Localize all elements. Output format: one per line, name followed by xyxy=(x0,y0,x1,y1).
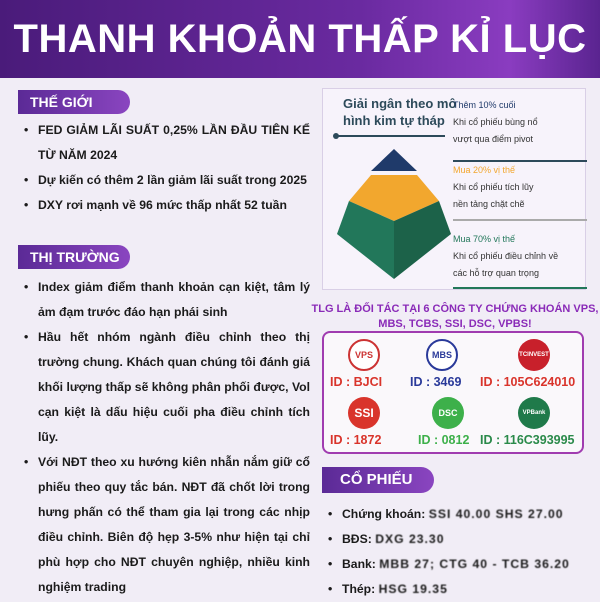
mbs-logo: MBS xyxy=(426,339,458,371)
stock-sector: BĐS: xyxy=(342,532,372,546)
section-stocks-label: CỔ PHIẾU xyxy=(322,467,434,493)
list-item: • FED GIẢM LÃI SUẤT 0,25% LẦN ĐẦU TIÊN KỂ TỪ NĂM 2024 xyxy=(22,118,310,168)
ssi-logo: SSI xyxy=(348,397,380,429)
section-world-label: THẾ GIỚI xyxy=(18,90,130,114)
list-item: • Với NĐT theo xu hướng kiên nhẫn nắm giữ cổ phiếu theo quy tắc bán. NĐT đã chốt lời trong hưng phấn có thể tham gia lại trong các nhịp điều chỉnh. Biên độ hẹp 3-5% như hiện tại chỉ phù hợp cho NĐT chuyên nghiệp, nhiều kinh nghiệm trading xyxy=(22,450,310,600)
partner-id: ID : 116C393995 xyxy=(480,433,575,447)
list-item xyxy=(326,577,586,602)
stock-value: DXG 23.30 xyxy=(375,532,445,546)
stock-sector: Chứng khoán: xyxy=(342,507,426,521)
partners-box xyxy=(322,331,584,454)
pyramid-title: Giải ngân theo mô hình kim tự tháp xyxy=(343,96,457,128)
divider-line xyxy=(453,219,587,221)
stock-sector: Bank: xyxy=(342,557,376,571)
pyramid-note-top: Thêm 10% cuối Khi cổ phiếu bùng nổ vượt qua điểm pivot xyxy=(453,100,538,144)
list-item: • Hầu hết nhóm ngành điều chỉnh theo thị trường chung. Khách quan chúng tôi đánh giá khối lượng thấp sẽ không phân phối được, Vol cạn kiệt là dấu hiệu cuối pha điều chỉnh tích lũy. xyxy=(22,325,310,450)
stocks-list xyxy=(326,502,586,602)
list-item: • Dự kiến có thêm 2 lần giảm lãi suất trong 2025 xyxy=(22,168,310,193)
list-item xyxy=(326,527,586,552)
page-title: THANH KHOẢN THẤP KỈ LỤC xyxy=(13,16,587,61)
divider-line xyxy=(453,287,587,289)
list-item: • DXY rơi mạnh về 96 mức thấp nhất 52 tuần xyxy=(22,193,310,218)
pyramid-icon xyxy=(329,139,459,289)
partner-id: ID : 3469 xyxy=(410,375,462,389)
partner-id: ID : 0812 xyxy=(418,433,470,447)
stock-value: SSI 40.00 SHS 27.00 xyxy=(428,507,564,521)
partners-heading: TLG LÀ ĐỐI TÁC TẠI 6 CÔNG TY CHỨNG KHOÁN VPS, MBS, TCBS, SSI, DSC, VPBS! xyxy=(311,303,599,330)
divider-line xyxy=(335,135,445,137)
dsc-logo: DSC xyxy=(432,397,464,429)
stock-value: MBB 27; CTG 40 - TCB 36.20 xyxy=(379,557,570,571)
section-market-label: THỊ TRƯỜNG xyxy=(18,245,130,269)
partner-id: ID : 105C624010 xyxy=(480,375,576,389)
pyramid-note-bottom: Mua 70% vị thế Khi cổ phiếu điều chỉnh về các hỗ trợ quan trọng xyxy=(453,234,559,278)
header-banner xyxy=(0,0,600,78)
list-item xyxy=(326,552,586,577)
partner-id: ID : 1872 xyxy=(330,433,382,447)
pyramid-note-middle: Mua 20% vị thế Khi cổ phiếu tích lũy nền tảng chặt chẽ xyxy=(453,165,534,209)
vps-logo: VPS xyxy=(348,339,380,371)
list-item xyxy=(326,502,586,527)
stock-value: HSG 19.35 xyxy=(378,582,448,596)
pyramid-infographic xyxy=(322,88,586,290)
world-list xyxy=(22,118,310,218)
tcinvest-logo: TCINVEST xyxy=(518,339,550,371)
vpbank-logo: VPBank xyxy=(518,397,550,429)
partner-id: ID : BJCI xyxy=(330,375,383,389)
list-item: • Index giảm điểm thanh khoản cạn kiệt, tâm lý ảm đạm trước đáo hạn phái sinh xyxy=(22,275,310,325)
market-list xyxy=(22,275,310,600)
stock-sector: Thép: xyxy=(342,582,376,596)
